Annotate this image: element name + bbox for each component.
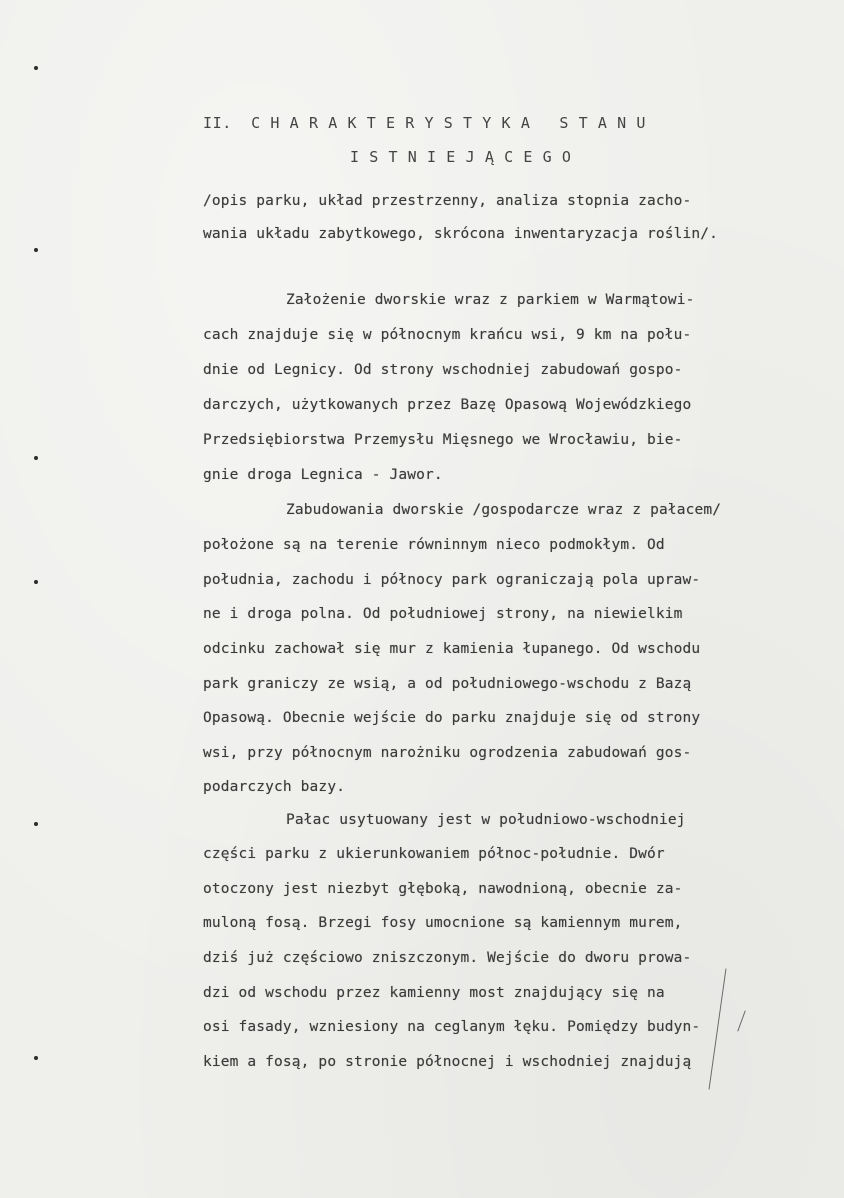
text-line: podarczych bazy. [203, 779, 346, 795]
text-line: dzi od wschodu przez kamienny most znajdujący się na [203, 985, 665, 1001]
punch-hole-mark [34, 1056, 38, 1060]
text-line: /opis parku, układ przestrzenny, analiza stopnia zacho- [203, 193, 692, 209]
text-line: darczych, użytkowanych przez Bazę Opasową Wojewódzkiego [203, 397, 692, 413]
text-line: kiem a fosą, po stronie północnej i wschodniej znajdują [203, 1054, 692, 1070]
pencil-mark [709, 969, 727, 1090]
punch-hole-mark [34, 580, 38, 584]
text-line: osi fasady, wzniesiony na ceglanym łęku. Pomiędzy budyn- [203, 1019, 701, 1035]
punch-hole-mark [34, 66, 38, 70]
text-line: otoczony jest niezbyt głęboką, nawodnioną, obecnie za- [203, 881, 683, 897]
section-heading: II. C H A R A K T E R Y S T Y K A S T A N U [203, 114, 647, 132]
text-line: Założenie dworskie wraz z parkiem w Warmątowi- [286, 292, 695, 308]
text-line: dnie od Legnicy. Od strony wschodniej zabudowań gospo- [203, 362, 683, 378]
pencil-mark [737, 1010, 745, 1031]
text-line: odcinku zachował się mur z kamienia łupanego. Od wschodu [203, 641, 701, 657]
text-line: park graniczy ze wsią, a od południowego-wschodu z Bazą [203, 676, 692, 692]
text-line: części parku z ukierunkowaniem północ-południe. Dwór [203, 846, 665, 862]
text-line: dziś już częściowo zniszczonym. Wejście do dworu prowa- [203, 950, 692, 966]
section-heading-continued: I S T N I E J Ą C E G O [350, 148, 572, 166]
text-line: południa, zachodu i północy park ograniczają pola upraw- [203, 572, 701, 588]
text-line: Pałac usytuowany jest w południowo-wschodniej [286, 812, 686, 828]
text-line: wania układu zabytkowego, skrócona inwentaryzacja roślin/. [203, 226, 719, 242]
punch-hole-mark [34, 248, 38, 252]
text-line: wsi, przy północnym narożniku ogrodzenia zabudowań gos- [203, 745, 692, 761]
text-line: muloną fosą. Brzegi fosy umocnione są kamiennym murem, [203, 915, 683, 931]
text-line: ne i droga polna. Od południowej strony, na niewielkim [203, 606, 683, 622]
punch-hole-mark [34, 822, 38, 826]
text-line: cach znajduje się w północnym krańcu wsi, 9 km na połu- [203, 327, 692, 343]
text-line: położone są na terenie równinnym nieco podmokłym. Od [203, 537, 665, 553]
text-line: Zabudowania dworskie /gospodarcze wraz z pałacem/ [286, 502, 722, 518]
text-line: Przedsiębiorstwa Przemysłu Mięsnego we Wrocławiu, bie- [203, 432, 683, 448]
punch-hole-mark [34, 456, 38, 460]
text-line: Opasową. Obecnie wejście do parku znajduje się od strony [203, 710, 701, 726]
text-line: gnie droga Legnica - Jawor. [203, 467, 443, 483]
